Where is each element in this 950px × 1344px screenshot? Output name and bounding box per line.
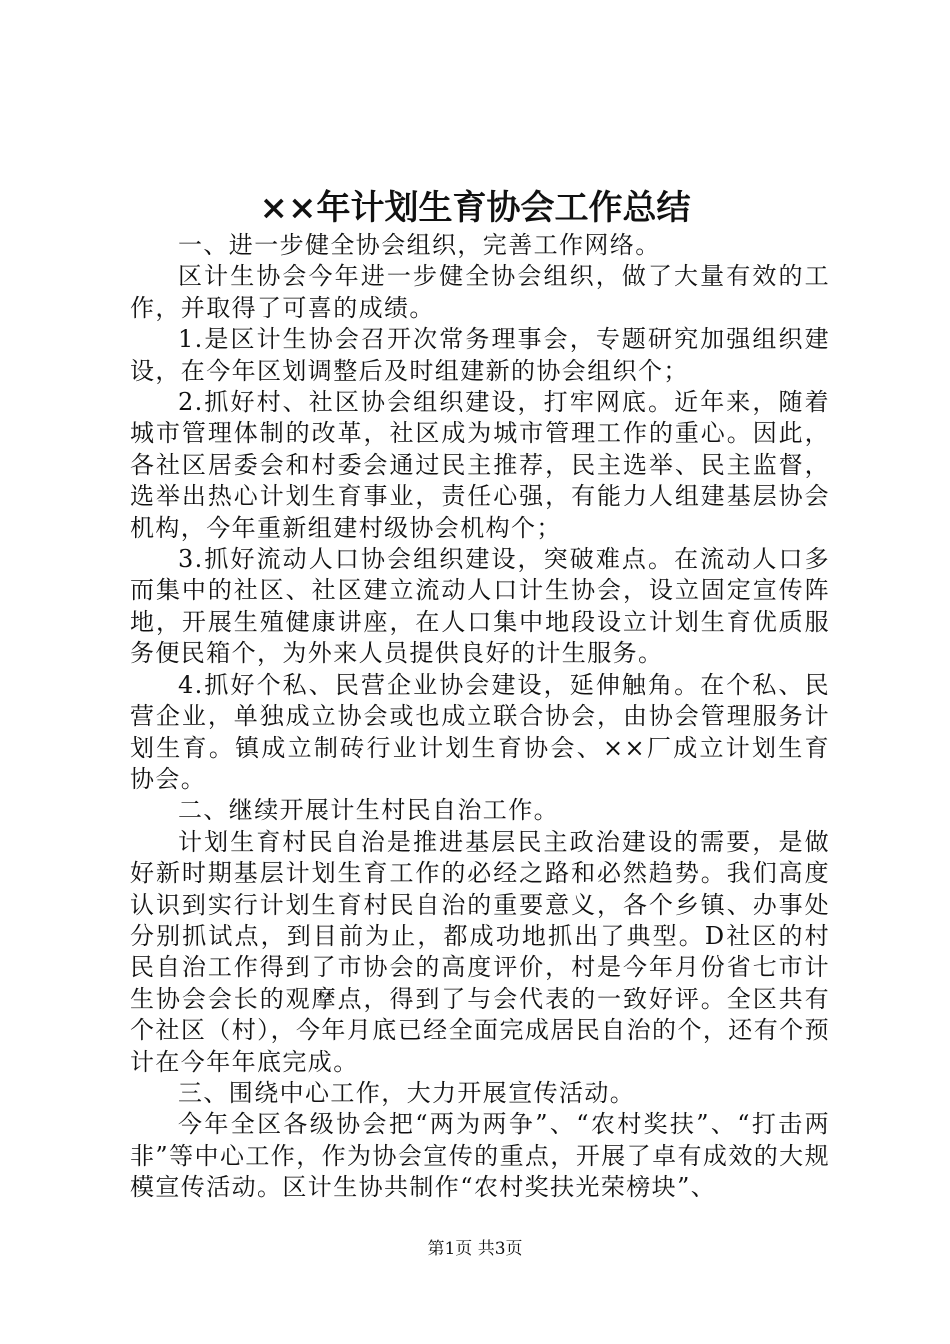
list-item-1: 1.是区计生协会召开次常务理事会，专题研究加强组织建设，在今年区划调整后及时组建新的协会组织个； [130,325,830,385]
document-title: ××年计划生育协会工作总结 [259,188,691,228]
paragraph: 计划生育村民自治是推进基层民主政治建设的需要，是做好新时期基层计划生育工作的必经之路和必然趋势。我们高度认识到实行计划生育村民自治的重要意义，各个乡镇、办事处分别抓试点，到目前为止，都成功地抓出了典型。D社区的村民自治工作得到了市协会的高度评价，村是今年月份省七市计生协会会长的观摩点，得到了与会代表的一致好评。全区共有个社区（村），今年月底已经全面完成居民自治的个，还有个预计在今年年底完成。 [130,827,830,1076]
paragraph: 区计生协会今年进一步健全协会组织，做了大量有效的工作，并取得了可喜的成绩。 [130,262,830,322]
section-heading-1: 一、进一步健全协会组织，完善工作网络。 [178,231,661,259]
list-item-3: 3.抓好流动人口协会组织建设，突破难点。在流动人口多而集中的社区、社区建立流动人口计生协会，设立固定宣传阵地，开展生殖健康讲座，在人口集中地段设立计划生育优质服务便民箱个，为外来人员提供良好的计生服务。 [130,545,830,668]
paragraph: 今年全区各级协会把“两为两争”、“农村奖扶”、“打击两非”等中心工作，作为协会宣传的重点，开展了卓有成效的大规模宣传活动。区计生协共制作“农村奖扶光荣榜块”、 [130,1110,830,1202]
list-item-2: 2.抓好村、社区协会组织建设，打牢网底。近年来，随着城市管理体制的改革，社区成为城市管理工作的重心。因此，各社区居委会和村委会通过民主推荐，民主选举、民主监督，选举出热心计划生育事业，责任心强，有能力人组建基层协会机构，今年重新组建村级协会机构个； [130,388,830,542]
section-heading-3: 三、围绕中心工作，大力开展宣传活动。 [178,1078,636,1107]
section-heading-2: 二、继续开展计生村民自治工作。 [178,796,559,825]
list-item-4: 4.抓好个私、民营企业协会建设，延伸触角。在个私、民营企业，单独成立协会或也成立联合协会，由协会管理服务计划生育。镇成立制砖行业计划生育协会、××厂成立计划生育协会。 [130,670,830,793]
page-footer: 第1页 共3页 [427,1239,523,1259]
document-body [130,230,830,1204]
